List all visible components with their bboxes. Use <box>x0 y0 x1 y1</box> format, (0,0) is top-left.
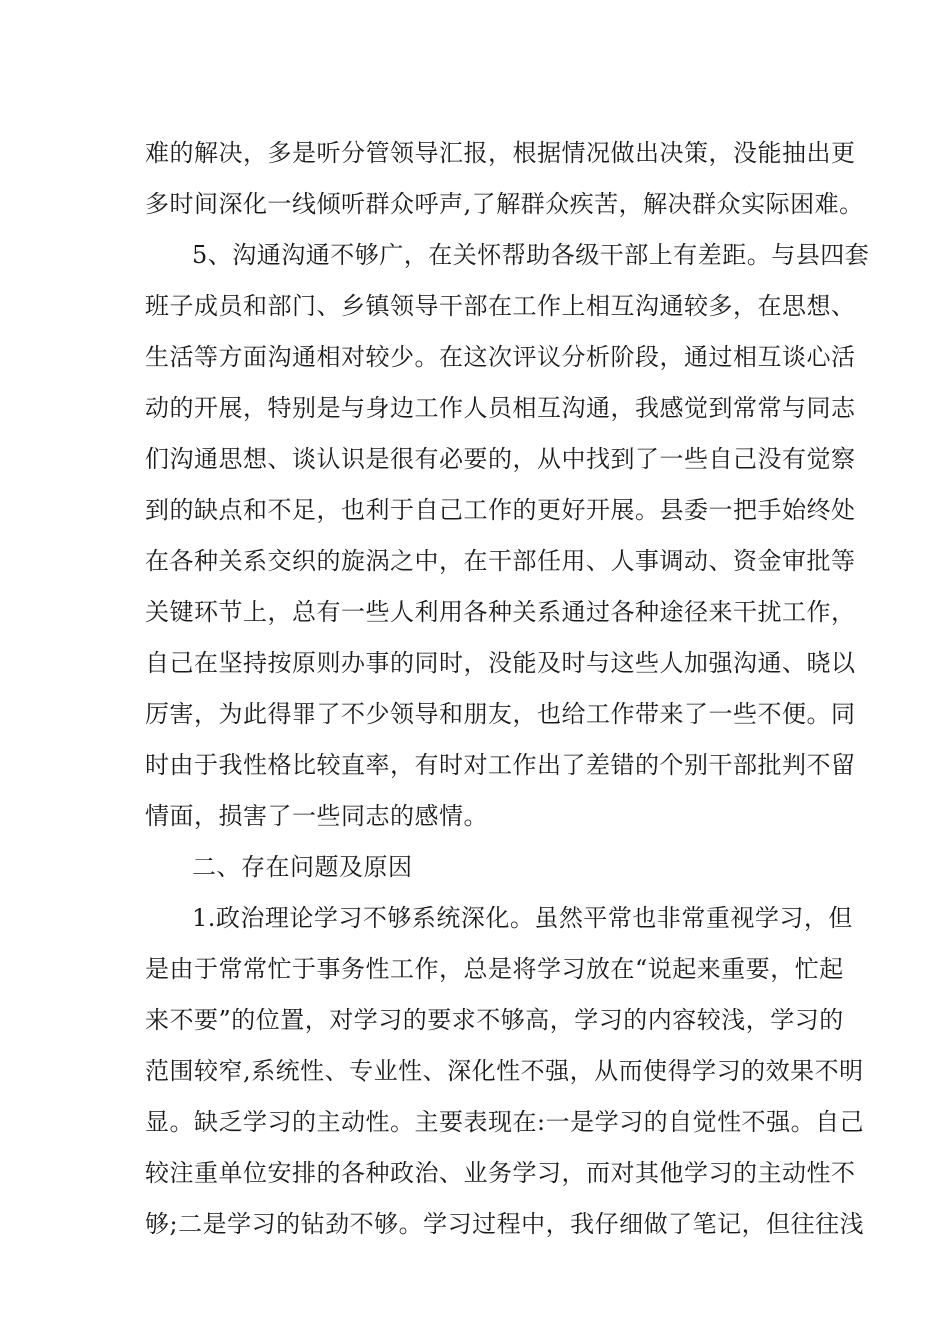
text-line: 够;二是学习的钻劲不够。学习过程中，我仔细做了笔记，但往往浅 <box>145 1210 865 1238</box>
text-line: 5、沟通沟通不够广，在关怀帮助各级干部上有差距。与县四套 <box>192 241 870 269</box>
text-line: 难的解决，多是听分管领导汇报，根据情况做出决策，没能抽出更 <box>145 139 856 167</box>
text-line: 1.政治理论学习不够系统深化。虽然平常也非常重视学习，但 <box>192 904 853 932</box>
text-line: 范围较窄,系统性、专业性、深化性不强，从而使得学习的效果不明 <box>145 1057 864 1085</box>
text-line: 时由于我性格比较直率，有时对工作出了差错的个别干部批判不留 <box>145 751 856 779</box>
text-line: 动的开展，特别是与身边工作人员相互沟通，我感觉到常常与同志 <box>145 394 856 422</box>
text-line: 生活等方面沟通相对较少。在这次评议分析阶段，通过相互谈心活 <box>145 343 856 371</box>
text-line: 关键环节上，总有一些人利用各种关系通过各种途径来干扰工作， <box>145 598 856 626</box>
text-line: 是由于常常忙于事务性工作，总是将学习放在“说起来重要，忙起 <box>145 955 844 983</box>
text-line: 班子成员和部门、乡镇领导干部在工作上相互沟通较多，在思想、 <box>145 292 856 320</box>
text-line: 多时间深化一线倾听群众呼声,了解群众疾苦，解决群众实际困难。 <box>145 190 864 218</box>
text-line: 显。缺乏学习的主动性。主要表现在:一是学习的自觉性不强。自己 <box>145 1108 865 1136</box>
text-line: 来不要”的位置，对学习的要求不够高，学习的内容较浅，学习的 <box>145 1006 844 1034</box>
section-heading: 二、存在问题及原因 <box>192 853 413 881</box>
text-line: 自己在坚持按原则办事的同时，没能及时与这些人加强沟通、晓以 <box>145 649 856 677</box>
text-line: 到的缺点和不足，也利于自己工作的更好开展。县委一把手始终处 <box>145 496 856 524</box>
text-line: 们沟通思想、谈认识是很有必要的，从中找到了一些自己没有觉察 <box>145 445 856 473</box>
text-line: 厉害，为此得罪了不少领导和朋友，也给工作带来了一些不便。同 <box>145 700 856 728</box>
text-line: 较注重单位安排的各种政治、业务学习，而对其他学习的主动性不 <box>145 1159 856 1187</box>
text-line: 在各种关系交织的旋涡之中，在干部任用、人事调动、资金审批等 <box>145 547 856 575</box>
text-line: 情面，损害了一些同志的感情。 <box>145 802 488 830</box>
